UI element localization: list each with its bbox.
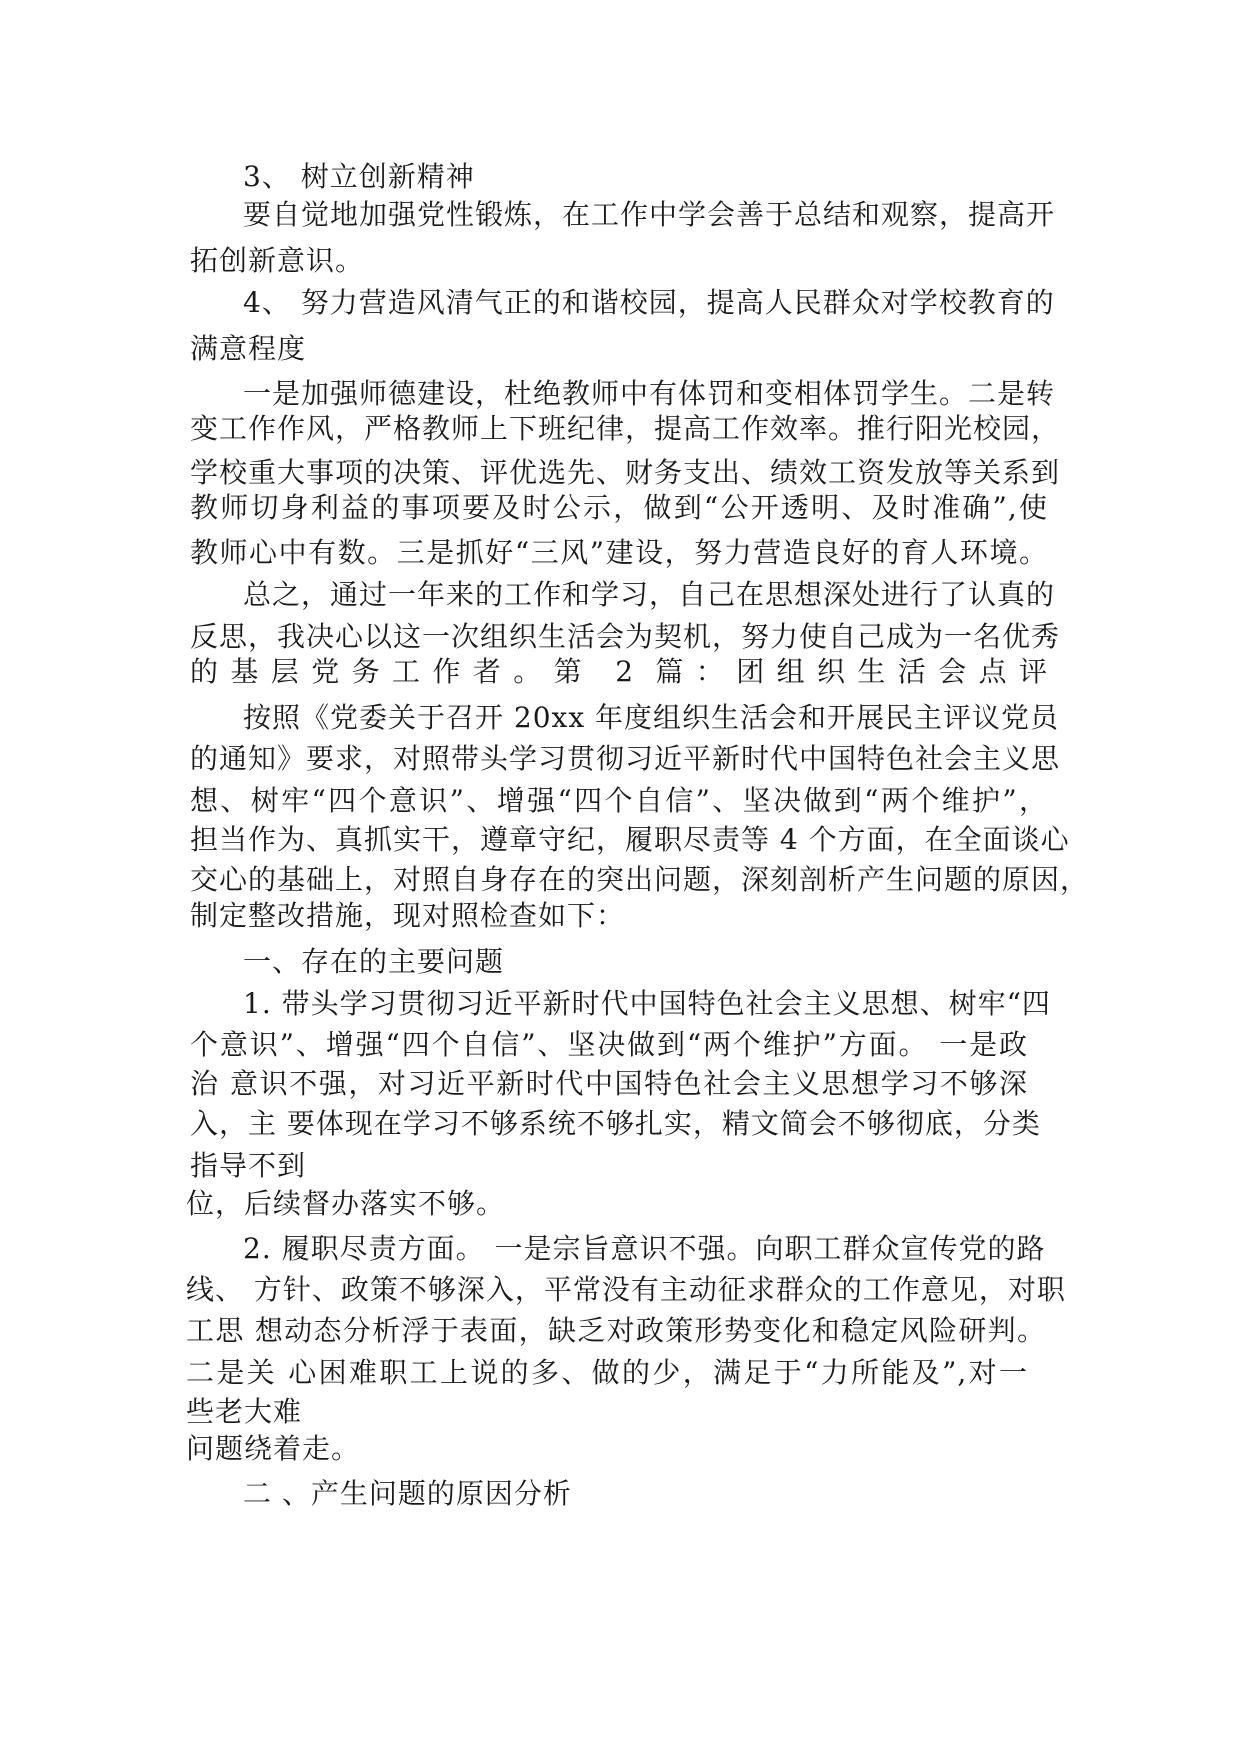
paragraph-line: 教师心中有数。三是抓好“三风”建设，努力营造良好的育人环境。 (190, 536, 1048, 569)
paragraph-line: 的通知》要求，对照带头学习贯彻习近平新时代中国特色社会主义思 (190, 742, 1061, 775)
paragraph-line: 个意识”、增强“四个自信”、坚决做到“两个维护”方面。 一是政 (190, 1028, 1028, 1061)
section-heading-1: 一、存在的主要问题 (243, 945, 505, 978)
paragraph-line: 治 意识不强，对习近平新时代中国特色社会主义思想学习不够深 (190, 1067, 1028, 1100)
paragraph-line: 入，主 要体现在学习不够系统不够扎实，精文简会不够彻底，分类 (190, 1107, 1041, 1140)
paragraph-line: 制定整改措施，现对照检查如下： (190, 899, 626, 932)
paragraph-line: 要自觉地加强党性锻炼，在工作中学会善于总结和观察，提高开 (243, 198, 1056, 231)
heading-item-4-cont: 满意程度 (190, 332, 307, 365)
paragraph-line: 问题绕着走。 (186, 1432, 361, 1465)
paragraph-line: 想、树牢“四个意识”、增强“四个自信”、坚决做到“两个维护”， (190, 784, 1048, 817)
section-heading-2: 二 、产生问题的原因分析 (243, 1477, 572, 1510)
paragraph-line: 2. 履职尽责方面。 一是宗旨意识不强。向职工群众宣传党的路 (243, 1232, 1046, 1265)
paragraph-line: 指导不到 (190, 1149, 307, 1182)
paragraph-line: 总之，通过一年来的工作和学习，自己在思想深处进行了认真的 (243, 578, 1056, 611)
paragraph-line: 担当作为、真抓实干，遵章守纪，履职尽责等 4 个方面，在全面谈心 (190, 823, 1070, 856)
paragraph-line: 些老大难 (186, 1395, 303, 1428)
paragraph-line: 位，后续督办落实不够。 (186, 1187, 506, 1220)
paragraph-line: 工思 想动态分析浮于表面，缺乏对政策形势变化和稳定风险研判。 (186, 1314, 1046, 1347)
paragraph-line: 一是加强师德建设，杜绝教师中有体罚和变相体罚学生。二是转 (243, 377, 1056, 410)
paragraph-line: 1. 带头学习贯彻习近平新时代中国特色社会主义思想、树牢“四 (243, 987, 1051, 1020)
paragraph-line: 反思，我决心以这一次组织生活会为契机，努力使自己成为一名优秀 (190, 620, 1061, 653)
heading-item-4: 4、 努力营造风清气正的和谐校园，提高人民群众对学校教育的 (243, 286, 1055, 319)
paragraph-line: 按照《党委关于召开 20xx 年度组织生活会和开展民主评议党员 (243, 701, 1060, 734)
heading-item-3: 3、 树立创新精神 (243, 160, 475, 193)
paragraph-line: 拓创新意识。 (190, 244, 365, 277)
paragraph-line: 交心的基础上，对照自身存在的突出问题，深刻剖析产生问题的原因， (190, 863, 1090, 896)
paragraph-line: 学校重大事项的决策、评优选先、财务支出、绩效工资发放等关系到 (190, 456, 1061, 489)
paragraph-line: 变工作作风，严格教师上下班纪律，提高工作效率。推行阳光校园， (190, 412, 1061, 445)
paragraph-line: 二是关 心困难职工上说的多、做的少，满足于“力所能及”,对一 (186, 1356, 1028, 1389)
paragraph-line: 的基层党务工作者。第 2 篇：团组织生活会点评 (190, 655, 1048, 688)
paragraph-line: 线、 方针、政策不够深入，平常没有主动征求群众的工作意见，对职 (186, 1273, 1066, 1306)
paragraph-line: 教师切身利益的事项要及时公示，做到“公开透明、及时准确”,使 (190, 491, 1048, 524)
